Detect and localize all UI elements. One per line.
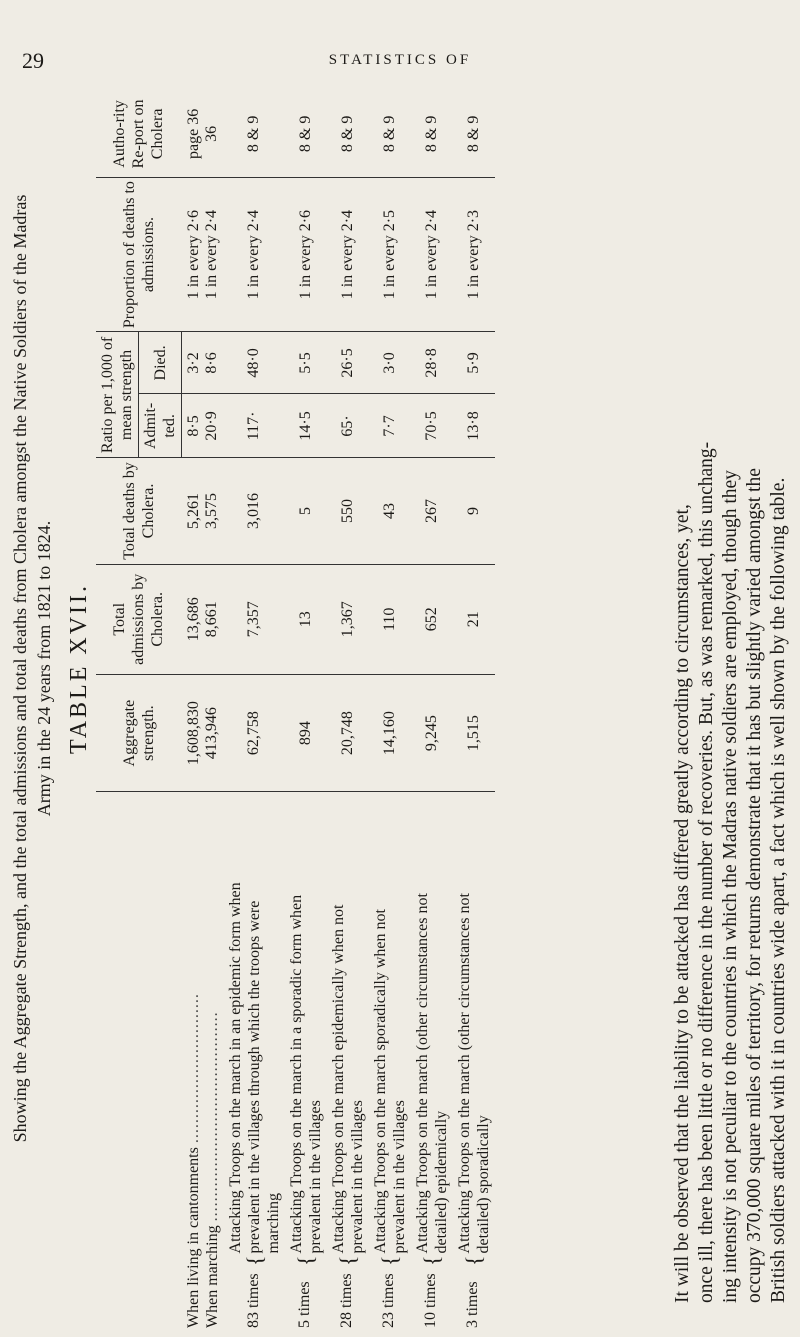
closing-line: British soldiers attacked with it in countries wide apart, a fact which is well shown by the following table.	[768, 477, 789, 1303]
header-proportion: Proportion of deaths to admissions.	[96, 177, 182, 332]
admissions-cell: 1,367	[327, 564, 369, 675]
ratio-died-cell: 48·0	[224, 332, 285, 394]
proportion-cell: 1 in every 2·4	[224, 177, 285, 332]
cholera-table	[96, 91, 495, 1331]
table-row	[411, 91, 453, 1331]
table-subtitle-line-2: Army in the 24 years from 1821 to 1824.	[34, 520, 54, 817]
closing-line: once ill, there has been little or no difference in the number of recoveries. But, as was remarked, this unchang-	[696, 441, 717, 1303]
table-title: TABLE XVII.	[66, 582, 92, 755]
ratio-admitted-cell: 14·5	[285, 394, 327, 458]
admissions-cell: 21	[453, 564, 495, 675]
deaths-cell: 9	[453, 458, 495, 564]
admissions-cell: 13	[285, 564, 327, 675]
table-subtitle-line-1: Showing the Aggregate Strength, and the total admissions and total deaths from Cholera amongst the Native Soldiers of the Madras	[10, 194, 30, 1143]
row-description: 5 times{Attacking Troops on the march in a sporadic form when prevalent in the villages	[287, 894, 324, 1328]
ratio-admitted-cell: 7·7	[369, 394, 411, 458]
deaths-cell: 3,016	[224, 458, 285, 564]
row-description: 3 times{Attacking Troops on the march (other circumstances not detailed) sporadically	[455, 893, 492, 1328]
aggregate-cell: 62,758	[224, 675, 285, 792]
table-row	[285, 91, 327, 1331]
authority-cell: 8 & 9	[411, 91, 453, 177]
aggregate-cell: 894	[285, 675, 327, 792]
authority-cell: 8 & 9	[327, 91, 369, 177]
aggregate-cell: 14,160	[369, 675, 411, 792]
ratio-died-cell: 5·9	[453, 332, 495, 394]
row-description-line: When marching ..........................................	[203, 1011, 221, 1328]
table-row	[453, 91, 495, 1331]
ratio-died-cell: 3·0	[369, 332, 411, 394]
table-row	[369, 91, 411, 1331]
running-head: STATISTICS OF	[328, 52, 472, 68]
row-description: 83 times{Attacking Troops on the march in an epidemic form when prevalent in the villages through which the troops were marching	[226, 882, 282, 1328]
ratio-died-cell: 5·5	[285, 332, 327, 394]
authority-cell: 8 & 9	[285, 91, 327, 177]
aggregate-cell: 9,245	[411, 675, 453, 792]
row-description: 10 times{Attacking Troops on the march (other circumstances not detailed) epidemically	[413, 893, 450, 1328]
ratio-died-cell: 28·8	[411, 332, 453, 394]
header-died: Died.	[139, 332, 182, 394]
header-admissions: Total admissions by Cholera.	[96, 564, 182, 675]
admissions-cell: 7,357	[224, 564, 285, 675]
header-description	[96, 792, 182, 1331]
ratio-admitted-cell: 65·	[327, 394, 369, 458]
row-description	[182, 792, 224, 1331]
deaths-cell: 5,261 3,575	[182, 458, 224, 564]
authority-cell: page 36 36	[182, 91, 224, 177]
proportion-cell: 1 in every 2·4	[327, 177, 369, 332]
admissions-cell: 652	[411, 564, 453, 675]
row-description: 23 times{Attacking Troops on the march sporadically when not prevalent in the villages	[371, 909, 408, 1328]
row-description-line: When living in cantonments ..............................	[184, 993, 202, 1328]
aggregate-cell: 1,515	[453, 675, 495, 792]
authority-cell: 8 & 9	[453, 91, 495, 177]
header-admitted: Admit-ted.	[139, 394, 182, 458]
deaths-cell: 267	[411, 458, 453, 564]
admissions-cell: 13,686 8,661	[182, 564, 224, 675]
ratio-admitted-cell: 13·8	[453, 394, 495, 458]
header-aggregate: Aggregate strength.	[96, 675, 182, 792]
ratio-admitted-cell: 117·	[224, 394, 285, 458]
header-deaths: Total deaths by Cholera.	[96, 458, 182, 564]
table-row	[224, 91, 285, 1331]
ratio-died-cell: 3·2 8·6	[182, 332, 224, 394]
ratio-died-cell: 26·5	[327, 332, 369, 394]
header-ratio: Ratio per 1,000 of mean strength	[96, 332, 139, 458]
deaths-cell: 5	[285, 458, 327, 564]
aggregate-cell: 20,748	[327, 675, 369, 792]
authority-cell: 8 & 9	[224, 91, 285, 177]
proportion-cell: 1 in every 2·4	[411, 177, 453, 332]
table-row	[327, 91, 369, 1331]
table-row	[182, 91, 224, 1331]
proportion-cell: 1 in every 2·6	[285, 177, 327, 332]
header-authority: Autho-rity Re-port on Cholera	[96, 91, 182, 177]
page-number: 29	[22, 48, 44, 73]
authority-cell: 8 & 9	[369, 91, 411, 177]
closing-line: ing intensity is not peculiar to the countries in which the Madras native soldiers are employed, though they	[720, 470, 741, 1303]
aggregate-cell: 1,608,830 413,946	[182, 675, 224, 792]
proportion-cell: 1 in every 2·6 1 in every 2·4	[182, 177, 224, 332]
admissions-cell: 110	[369, 564, 411, 675]
proportion-cell: 1 in every 2·3	[453, 177, 495, 332]
ratio-admitted-cell: 8·5 20·9	[182, 394, 224, 458]
deaths-cell: 43	[369, 458, 411, 564]
closing-line: It will be observed that the liability to be attacked has differed greatly according to circumstances, yet,	[672, 504, 693, 1303]
row-description: 28 times{Attacking Troops on the march epidemically when not prevalent in the villages	[329, 904, 366, 1328]
deaths-cell: 550	[327, 458, 369, 564]
ratio-admitted-cell: 70·5	[411, 394, 453, 458]
proportion-cell: 1 in every 2·5	[369, 177, 411, 332]
closing-line: occupy 370,000 square miles of territory, for returns demonstrate that it has but slightly varied amongst the	[744, 468, 765, 1303]
